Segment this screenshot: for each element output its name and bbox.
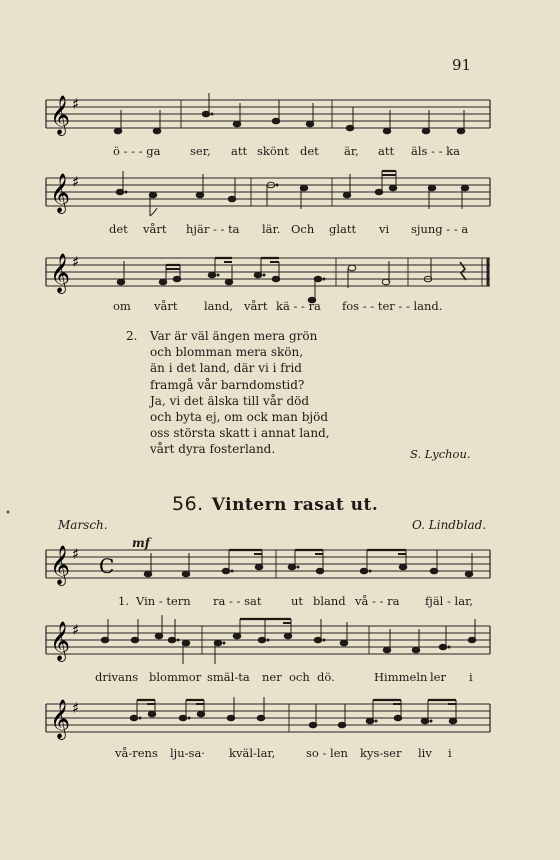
lyric-syllable: dö. [317,670,335,684]
song-name: Vintern rasat ut. [211,495,379,515]
lyric-syllable: det [300,144,319,158]
svg-text:♯: ♯ [72,699,80,717]
lyric-syllable: vårt [154,299,178,313]
song-title [172,493,378,515]
svg-text:♯: ♯ [72,95,80,113]
lyric-syllable: att [378,144,395,158]
lyric-syllable: om [113,299,131,313]
svg-text:𝄞: 𝄞 [50,545,71,585]
lyricist: S. Lychou. [410,447,471,461]
svg-text:𝄞: 𝄞 [50,173,71,213]
lyric-syllable: ler [430,670,446,684]
lyric-syllable: kys-ser [360,746,402,760]
margin-mark: • [5,508,11,519]
lyric-syllable: vårt [244,299,268,313]
lyric-syllable: ner [262,670,282,684]
lyric-syllable: i [448,746,452,760]
verse-number: 2. [126,329,138,343]
svg-text:♯: ♯ [72,173,80,191]
lyric-syllable: vårt [143,222,167,236]
lyric-syllable: fos - - ter - - land. [342,299,443,313]
lyric-syllable: sjung - - a [411,222,469,236]
svg-text:𝄞: 𝄞 [50,253,71,293]
lyric-syllable: so - len [306,746,348,760]
verse-line: Var är väl ängen mera grön [150,329,318,343]
lyric-syllable: lär. [262,222,281,236]
verse-line: framgå vår barndomstid? [150,377,305,392]
lyric-syllable: blommor [149,670,202,684]
verse-line: oss största skatt i annat land, [150,426,330,441]
tempo-marking: Marsch. [58,518,108,532]
lyric-syllable: kä - - ra [276,299,321,313]
lyric-syllable: 1. [118,594,129,608]
lyric-syllable: och [289,670,310,684]
lyric-syllable: ö - - - ga [113,144,161,158]
lyric-syllable: hjär - - ta [186,222,240,236]
verse-2 [128,328,330,458]
time-signature: C [99,554,115,578]
lyric-syllable: att [231,144,248,158]
lyric-syllable: vå - - ra [355,594,400,608]
verse-line: vårt dyra fosterland. [150,442,276,457]
lyric-syllable: i [469,670,473,684]
verse-line: och blomman mera skön, [150,345,304,360]
lyric-syllable: drivans [95,670,139,684]
composer: O. Lindblad. [412,518,487,532]
verse-line: Ja, vi det älska till vår död [150,393,310,408]
svg-text:♯: ♯ [72,621,80,639]
lyric-syllable: ser, [190,144,211,158]
lyric-syllable: vå-rens [115,746,158,760]
lyric-syllable: vi [379,222,390,236]
lyric-syllable: är, [344,144,359,158]
lyric-syllable: äls - - ka [411,144,460,158]
lyric-syllable: Vin - tern [136,594,191,608]
lyric-syllable: liv [418,746,432,760]
lyric-syllable: land, [204,299,233,313]
lyric-syllable: skönt [257,144,289,158]
lyric-syllable: lju-sa· [170,746,205,760]
svg-text:𝄞: 𝄞 [50,95,71,135]
lyric-syllable: Och [291,222,315,236]
lyric-syllable: smäl-ta [207,670,250,684]
lyric-syllable: glatt [329,222,357,236]
verse-line: och byta ej, om ock man bjöd [150,410,329,425]
page-number: 91 [452,56,472,74]
lyric-syllable: det [109,222,128,236]
svg-text:♯: ♯ [72,545,80,563]
svg-text:𝄞: 𝄞 [50,621,71,661]
svg-text:♯: ♯ [72,253,80,271]
song-staff-3 [0,684,560,774]
lyric-syllable: Himmeln [374,670,428,684]
lyric-syllable: bland [313,594,346,608]
svg-text:𝄞: 𝄞 [50,699,71,739]
music-staff-3 [0,238,560,328]
lyric-syllable: ut [291,594,304,608]
song-number: 56. [172,493,204,515]
lyric-syllable: fjäl - lar, [425,594,473,608]
dynamic-marking: mf [132,536,150,550]
lyric-syllable: kväl-lar, [229,746,276,760]
lyric-syllable: ra - - sat [213,594,262,608]
verse-line: än i det land, där vi i frid [150,361,302,376]
